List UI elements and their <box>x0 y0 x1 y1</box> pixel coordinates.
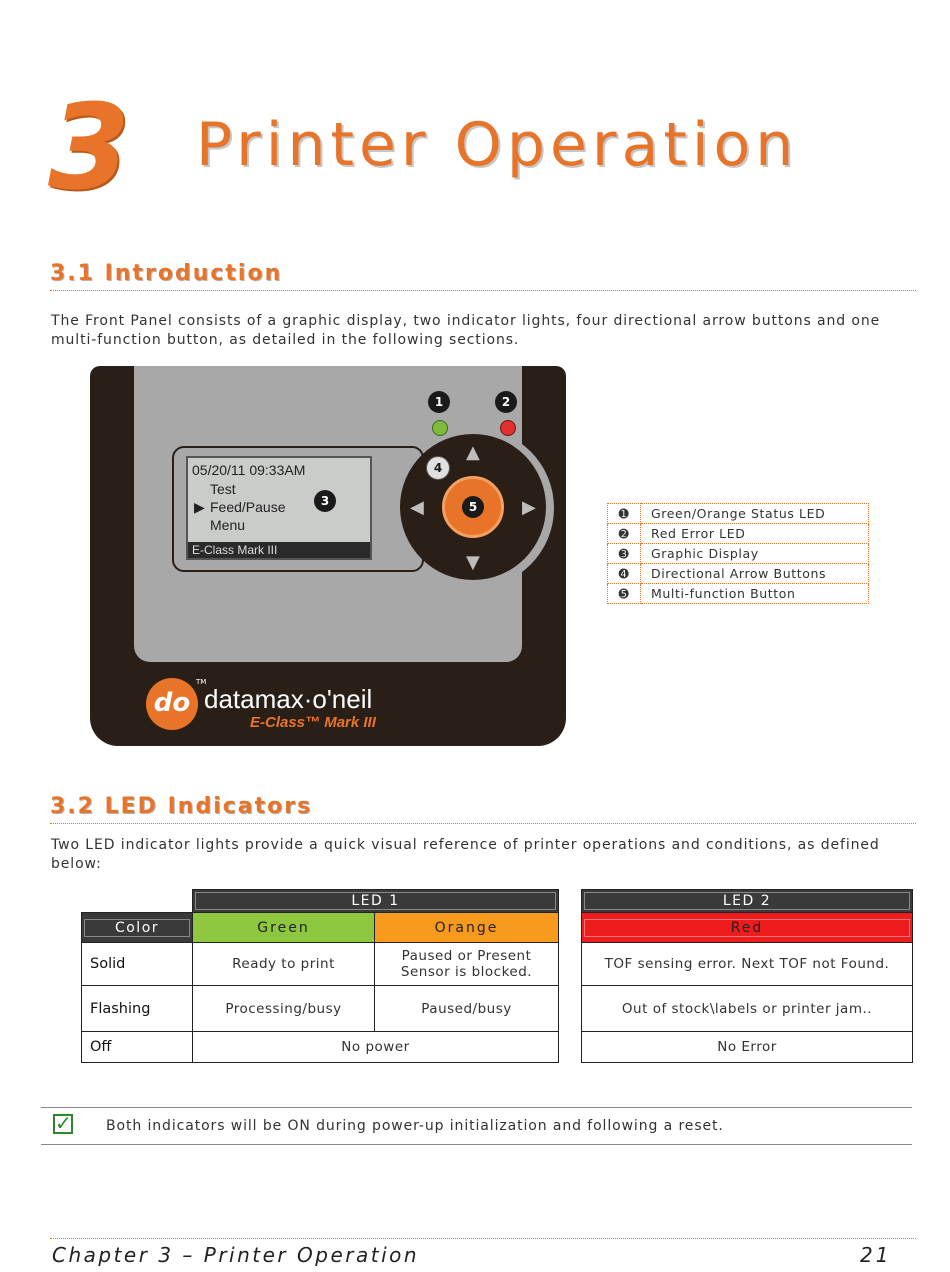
led1-table <box>81 889 559 1063</box>
led1-header <box>193 890 559 913</box>
note-text: Both indicators will be ON during power-up initialization and following a reset. <box>106 1118 724 1134</box>
section-heading-introduction: 3.1 Introduction <box>50 261 283 286</box>
display-menu-item: Test <box>210 481 236 497</box>
callout-3: 3 <box>314 490 336 512</box>
cell-red-flashing: Out of stock\labels or printer jam.. <box>582 986 913 1032</box>
led-paragraph-line: Two LED indicator lights provide a quick visual reference of printer operations and conditions, as defined <box>51 837 880 853</box>
row-label-solid: Solid <box>82 943 193 986</box>
cell-red-off: No Error <box>582 1032 913 1063</box>
legend-row <box>608 584 869 604</box>
status-led <box>432 420 448 436</box>
red-header-label: Red <box>584 919 910 937</box>
legend-row <box>608 564 869 584</box>
table-row <box>582 986 913 1032</box>
cell-orange-solid-line: Sensor is blocked. <box>400 964 533 980</box>
table-row <box>82 1032 559 1063</box>
legend-label: Graphic Display <box>641 544 869 564</box>
error-led <box>500 420 516 436</box>
callout-2: 2 <box>495 391 517 413</box>
legend-number: ➊ <box>608 504 641 524</box>
intro-paragraph-line: multi-function button, as detailed in the following sections. <box>51 331 520 348</box>
cell-red-solid: TOF sensing error. Next TOF not Found. <box>582 943 913 986</box>
display-datetime: 05/20/11 09:33AM <box>192 462 306 478</box>
orange-header: Orange <box>375 913 559 943</box>
display-footer: E-Class Mark III <box>188 542 370 558</box>
color-header-label: Color <box>84 919 190 937</box>
red-header <box>582 913 913 943</box>
logo-wordmark: datamax·o'neil <box>204 684 373 714</box>
led-paragraph <box>51 836 896 873</box>
legend-label: Directional Arrow Buttons <box>641 564 869 584</box>
up-arrow-icon[interactable]: ▲ <box>466 442 480 463</box>
table-row <box>582 1032 913 1063</box>
legend-label: Multi-function Button <box>641 584 869 604</box>
callout-5: 5 <box>462 496 484 518</box>
legend-number: ➎ <box>608 584 641 604</box>
graphic-display <box>186 456 372 560</box>
down-arrow-icon[interactable]: ▼ <box>466 552 480 573</box>
row-label-off: Off <box>82 1032 193 1063</box>
display-menu-item: Menu <box>210 517 246 533</box>
led-paragraph-line: below: <box>51 855 102 872</box>
cell-led1-off: No power <box>193 1032 559 1063</box>
callout-4: 4 <box>426 456 450 480</box>
cell-orange-solid-line: Paused or Present <box>401 948 532 964</box>
footer-divider <box>50 1238 916 1239</box>
check-box-icon: ✓ <box>55 1111 72 1135</box>
legend-number: ➍ <box>608 564 641 584</box>
legend-row <box>608 504 869 524</box>
table-row <box>82 986 559 1032</box>
legend-number: ➌ <box>608 544 641 564</box>
color-header <box>82 913 193 943</box>
section-divider <box>50 290 916 291</box>
cell-green-flashing: Processing/busy <box>193 986 375 1032</box>
table-row <box>582 943 913 986</box>
section-divider <box>50 823 916 824</box>
note-bottom-rule <box>41 1144 912 1145</box>
chapter-title: Printer Operation <box>196 110 799 180</box>
section-heading-led-indicators: 3.2 LED Indicators <box>50 794 313 819</box>
legend-row <box>608 544 869 564</box>
intro-paragraph <box>51 312 896 349</box>
note-top-rule <box>41 1107 912 1108</box>
panel-legend <box>607 503 869 604</box>
cell-orange-solid <box>375 943 559 986</box>
footer-chapter: Chapter 3 – Printer Operation <box>52 1243 420 1267</box>
row-label-flashing: Flashing <box>82 986 193 1032</box>
logo-mark: do <box>146 678 198 730</box>
table-row <box>82 943 559 986</box>
selection-arrow-icon: ▶ <box>194 499 205 515</box>
display-menu-item: Feed/Pause <box>210 499 286 515</box>
right-arrow-icon[interactable]: ▶ <box>522 497 536 518</box>
cell-green-solid: Ready to print <box>193 943 375 986</box>
legend-number: ➋ <box>608 524 641 544</box>
front-panel-illustration <box>90 366 566 746</box>
led1-header-label: LED 1 <box>195 892 556 910</box>
logo-model: E-Class™ Mark III <box>250 714 376 731</box>
intro-paragraph-line: The Front Panel consists of a graphic display, two indicator lights, four directional arrow buttons and one <box>51 313 881 329</box>
legend-row <box>608 524 869 544</box>
legend-label: Green/Orange Status LED <box>641 504 869 524</box>
green-header: Green <box>193 913 375 943</box>
led2-header <box>582 890 913 913</box>
callout-1: 1 <box>428 391 450 413</box>
page-number: 21 <box>860 1243 892 1267</box>
led2-header-label: LED 2 <box>584 892 910 910</box>
left-arrow-icon[interactable]: ◀ <box>410 497 424 518</box>
led2-table <box>581 889 913 1063</box>
legend-label: Red Error LED <box>641 524 869 544</box>
cell-orange-flashing: Paused/busy <box>375 986 559 1032</box>
chapter-number: 3 <box>48 78 131 216</box>
logo-trademark: TM <box>196 678 207 686</box>
